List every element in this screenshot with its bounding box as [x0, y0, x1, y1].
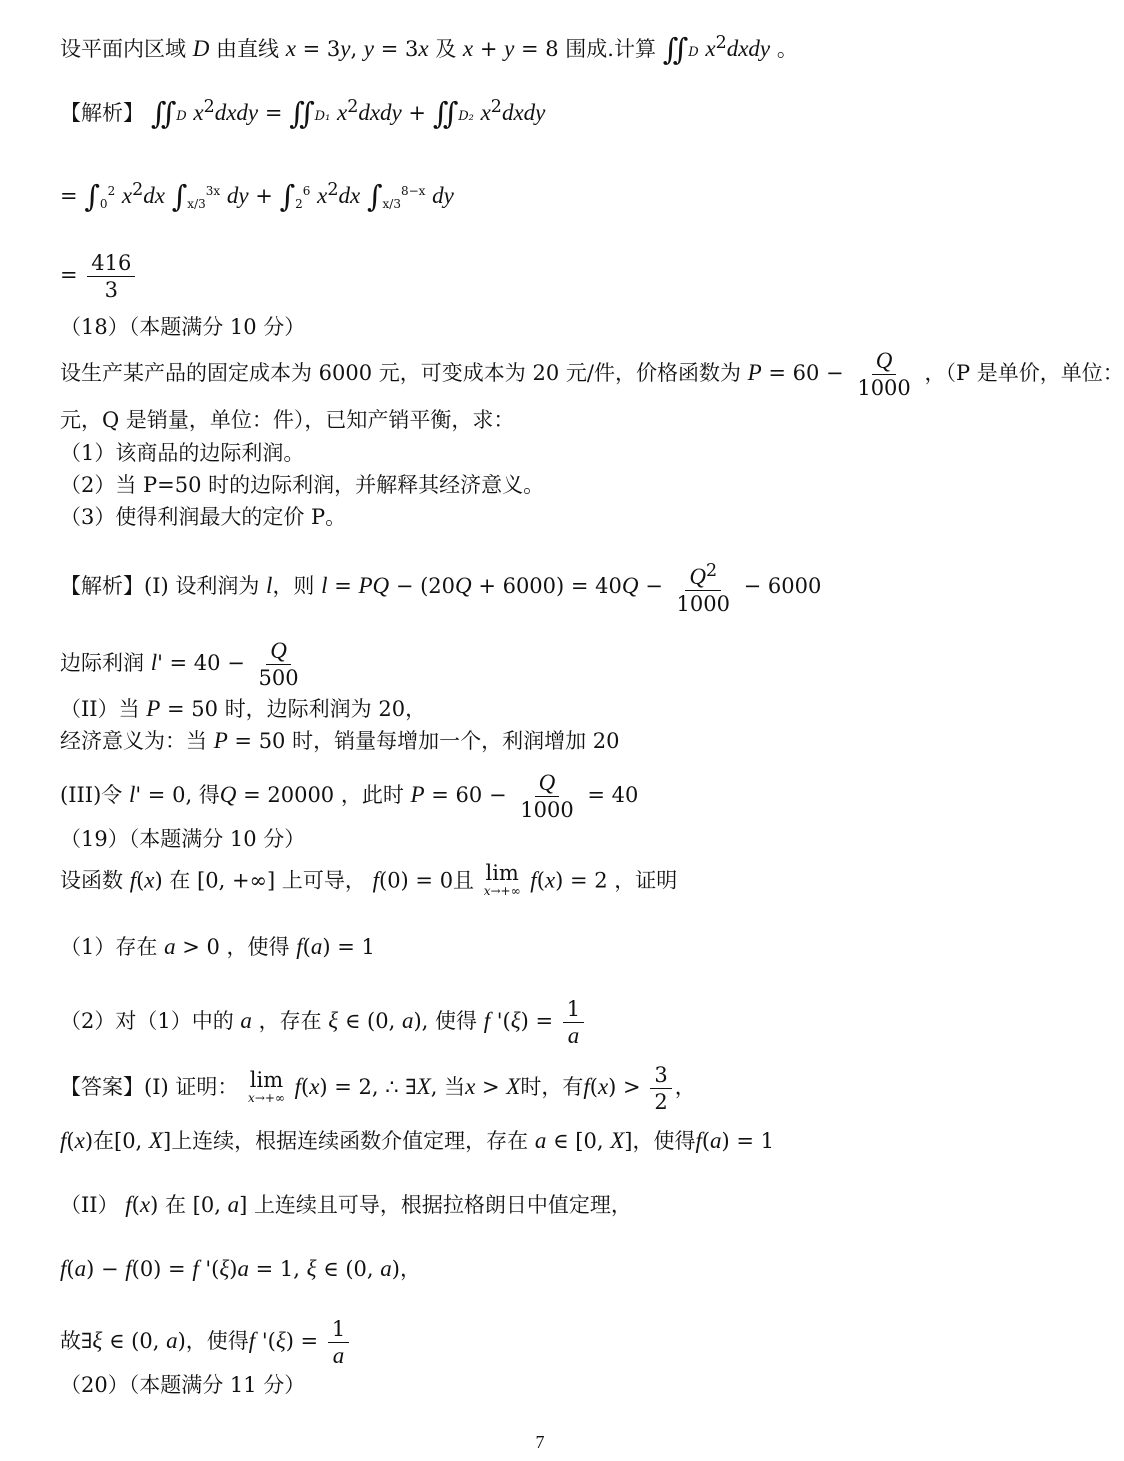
q19-answer-ii: （II） f(x) 在 [0, a] 上连续且可导，根据拉格朗日中值定理， — [60, 1192, 632, 1217]
q18-header: （18）（本题满分 10 分） — [60, 315, 306, 339]
q19-part-1: （1）存在 a > 0 ，使得 f(a) = 1 — [60, 934, 375, 959]
q17-result: = $\frac{416}{3}$ — [60, 250, 1060, 303]
q19-header: （19）（本题满分 10 分） — [60, 827, 306, 851]
q17-solution-line2: = $\int_0^2$ $x^2dx$ $\int_{x/3}^{3x}$ dy + $\int_2^6$ $x^2dx$ $\int_{x/3}^{8-x}$ dy — [60, 179, 454, 215]
q18-solution-iii: (III)令 l' = 0, 得Q = 20000 ，此时 P = 60 − $\frac{Q}{1000}$ = 40 — [60, 770, 639, 822]
q19-answer-mvt: f(a) − f(0) = f '(ξ)a = 1, ξ ∈ (0, a)， — [60, 1256, 421, 1281]
q18-statement-1: 设生产某产品的固定成本为 6000 元，可变成本为 20 元/件，价格函数为 P = 60 − $\frac{Q}{1000}$ ，（P 是单价，单位： — [60, 348, 1124, 400]
q19-answer-line2: f(x)在[0, X]上连续，根据连续函数介值定理，存在 a ∈ [0, X]，使得f(a) = 1 — [60, 1128, 775, 1153]
q18-statement-2: 元，Q 是销量，单位：件），已知产销平衡，求： — [60, 408, 515, 432]
q20-header: （20）（本题满分 11 分） — [60, 1373, 306, 1397]
q18-solution-i: 【解析】(I) 设利润为 l，则 l = PQ − (20Q + 6000) = 40Q − $\frac{Q^2}{1000}$ − 6000 — [60, 558, 1060, 617]
q19-part-2: （2）对（1）中的 a ，存在 ξ ∈ (0, a), 使得 f '(ξ) = $\frac{1}{a}$ — [60, 996, 1060, 1049]
q19-answer-conclusion: 故∃ξ ∈ (0, a)，使得f '(ξ) = $\frac{1}{a}$ — [60, 1316, 1060, 1369]
q18-part-1: （1）该商品的边际利润。 — [60, 441, 305, 465]
q19-answer-i: 【答案】(I) 证明： lim x→+∞ f(x) = 2, ∴ ∃X, 当x > X时，有f(x) > $\frac{3}{2}$ ， — [60, 1063, 696, 1114]
q17-solution-line1: 【解析】 ∬D $x^2dxdy$ = ∬D₁ $x^2dxdy$ + ∬D₂ $x^2dxdy$ — [60, 96, 546, 132]
q19-statement: 设函数 f(x) 在 [0, +∞] 上可导， f(0) = 0且 lim x→+∞ f(x) = 2 ，证明 — [60, 861, 678, 898]
q18-econ: 经济意义为：当 P = 50 时，销量每增加一个，利润增加 20 — [60, 728, 620, 753]
q17-statement: 设平面内区域 D 由直线 x = 3y, y = 3x 及 x + y = 8 围成.计算 ∬D $x^2dxdy$ 。 — [60, 32, 798, 68]
q18-marginal: 边际利润 l' = 40 − $\frac{Q}{500}$ — [60, 638, 299, 690]
q18-part-2: （2）当 P=50 时的边际利润，并解释其经济意义。 — [60, 473, 545, 497]
page-number: 7 — [535, 1432, 545, 1452]
q18-solution-ii: （II）当 P = 50 时，边际利润为 20， — [60, 696, 427, 721]
q18-part-3: （3）使得利润最大的定价 P。 — [60, 505, 347, 529]
